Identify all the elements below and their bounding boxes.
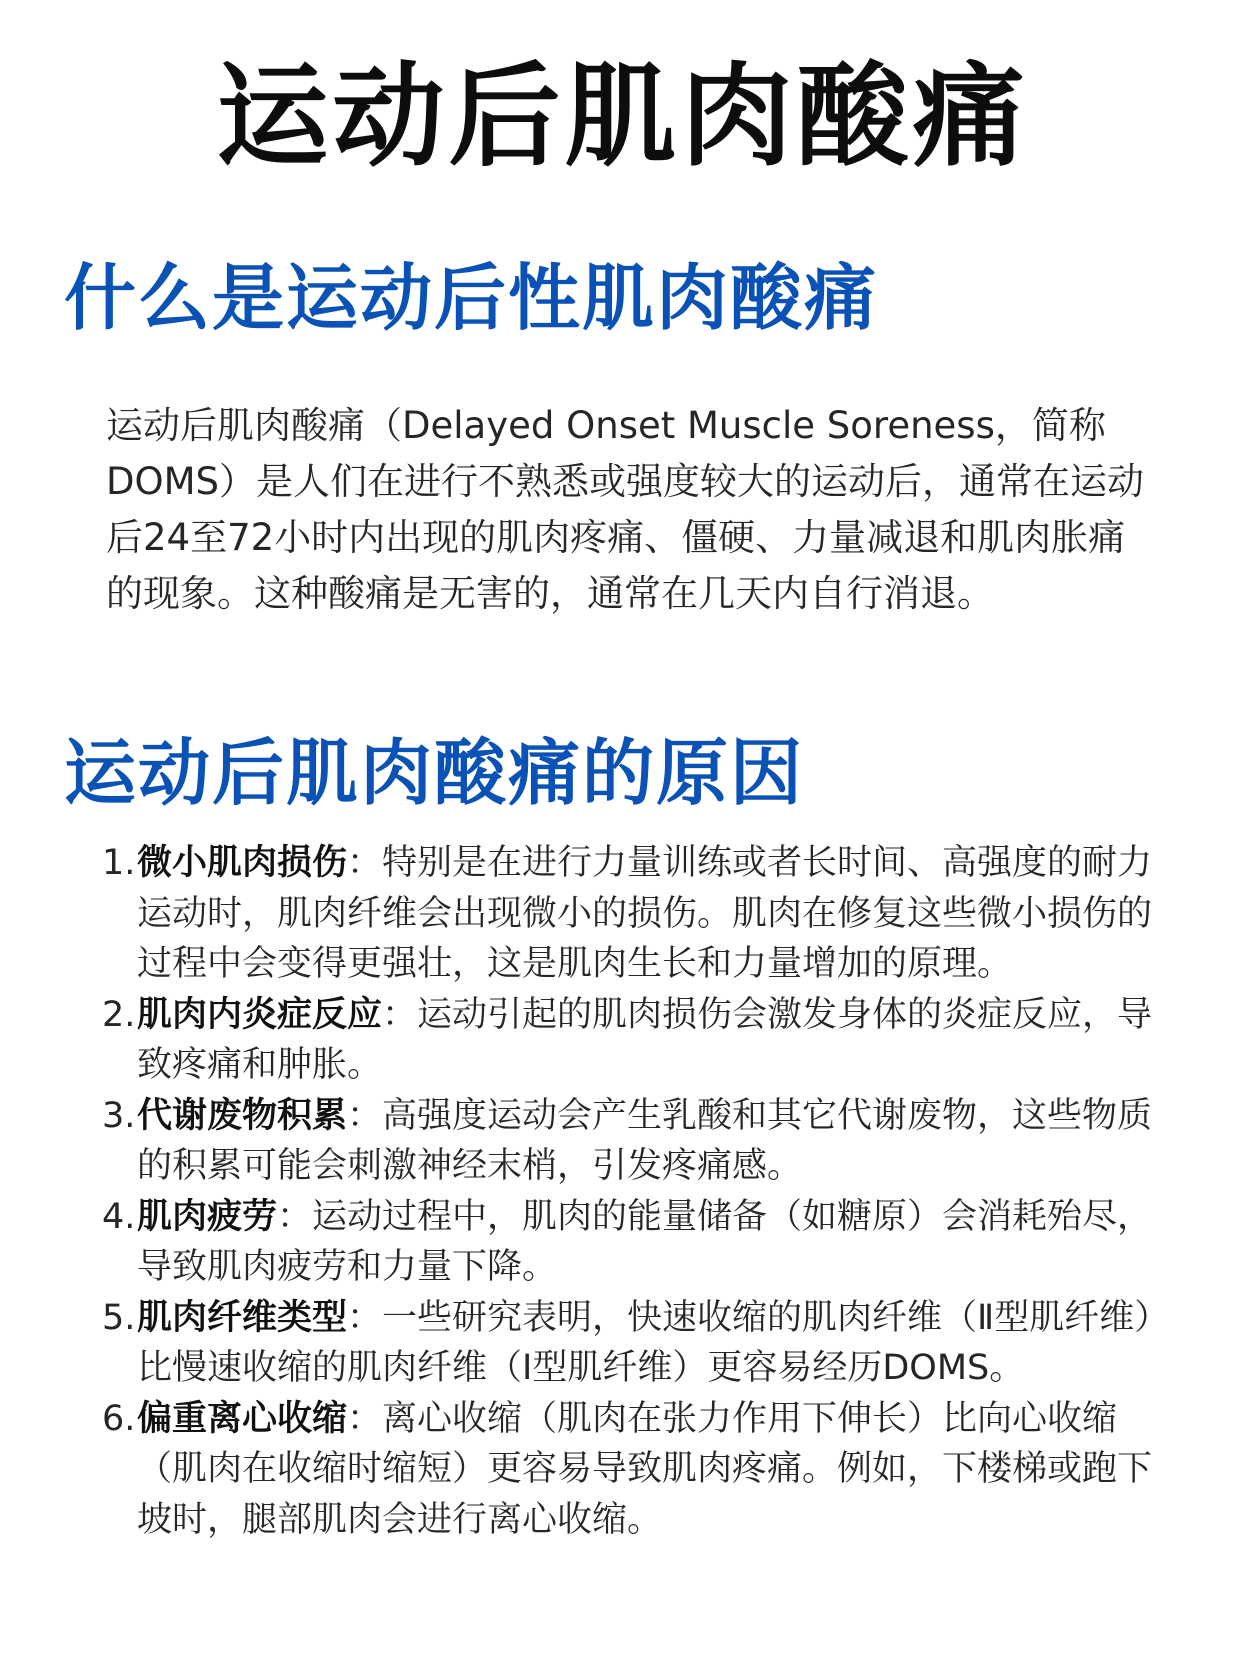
cause-separator: ： [347,1398,383,1439]
cause-name: 肌肉内炎症反应 [137,994,383,1035]
cause-item [102,1091,1157,1192]
cause-item [102,1293,1157,1394]
cause-text: 一些研究表明，快速收缩的肌肉纤维（Ⅱ型肌纤维）比慢速收缩的肌肉纤维（Ⅰ型肌纤维）更容易经历DOMS。 [137,1297,1152,1388]
cause-name: 肌肉纤维类型 [137,1297,348,1338]
cause-separator: ： [382,994,418,1035]
cause-text: 高强度运动会产生乳酸和其它代谢废物，这些物质的积累可能会刺激神经末梢，引发疼痛感。 [137,1095,1153,1186]
section-heading-causes: 运动后肌肉酸痛的原因 [64,731,805,815]
cause-text: 离心收缩（肌肉在张力作用下伸长）比向心收缩（肌肉在收缩时缩短）更容易导致肌肉疼痛。例如，下楼梯或跑下坡时，腿部肌肉会进行离心收缩。 [137,1398,1153,1540]
cause-item [102,838,1157,990]
cause-separator: ： [347,843,383,883]
cause-name: 代谢废物积累 [137,1095,348,1136]
intro-paragraph: 运动后肌肉酸痛（Delayed Onset Muscle Soreness，简称DOMS）是人们在进行不熟悉或强度较大的运动后，通常在运动后24至72小时内出现的肌肉疼痛、僵硬、力量减退和肌肉胀痛的现象。这种酸痛是无害的，通常在几天内自行消退。 [106,404,1145,615]
cause-name: 肌肉疲劳 [137,1196,278,1237]
cause-number: 4. [102,1196,136,1237]
cause-item [102,1394,1157,1546]
cause-number: 5. [102,1297,136,1338]
cause-number: 3. [102,1095,136,1136]
cause-number: 1. [102,843,136,883]
causes-list [102,838,1157,1545]
cause-name: 偏重离心收缩 [137,1398,348,1439]
cause-number: 2. [102,994,136,1035]
section-heading-what-is: 什么是运动后性肌肉酸痛 [64,256,879,340]
cause-text: 运动过程中，肌肉的能量储备（如糖原）会消耗殆尽，导致肌肉疲劳和力量下降。 [137,1196,1153,1287]
page-title: 运动后肌肉酸痛 [216,52,1029,182]
cause-number: 6. [102,1398,136,1439]
cause-item [102,990,1157,1091]
cause-text: 特别是在进行力量训练或者长时间、高强度的耐力运动时，肌肉纤维会出现微小的损伤。肌肉在修复这些微小损伤的过程中会变得更强壮，这是肌肉生长和力量增加的原理。 [137,843,1153,984]
cause-separator: ： [277,1196,313,1237]
cause-item [102,1192,1157,1293]
cause-name: 微小肌肉损伤 [137,843,348,883]
cause-separator: ： [347,1095,383,1136]
cause-text: 运动引起的肌肉损伤会激发身体的炎症反应，导致疼痛和肿胀。 [137,994,1153,1085]
cause-separator: ： [347,1297,383,1338]
